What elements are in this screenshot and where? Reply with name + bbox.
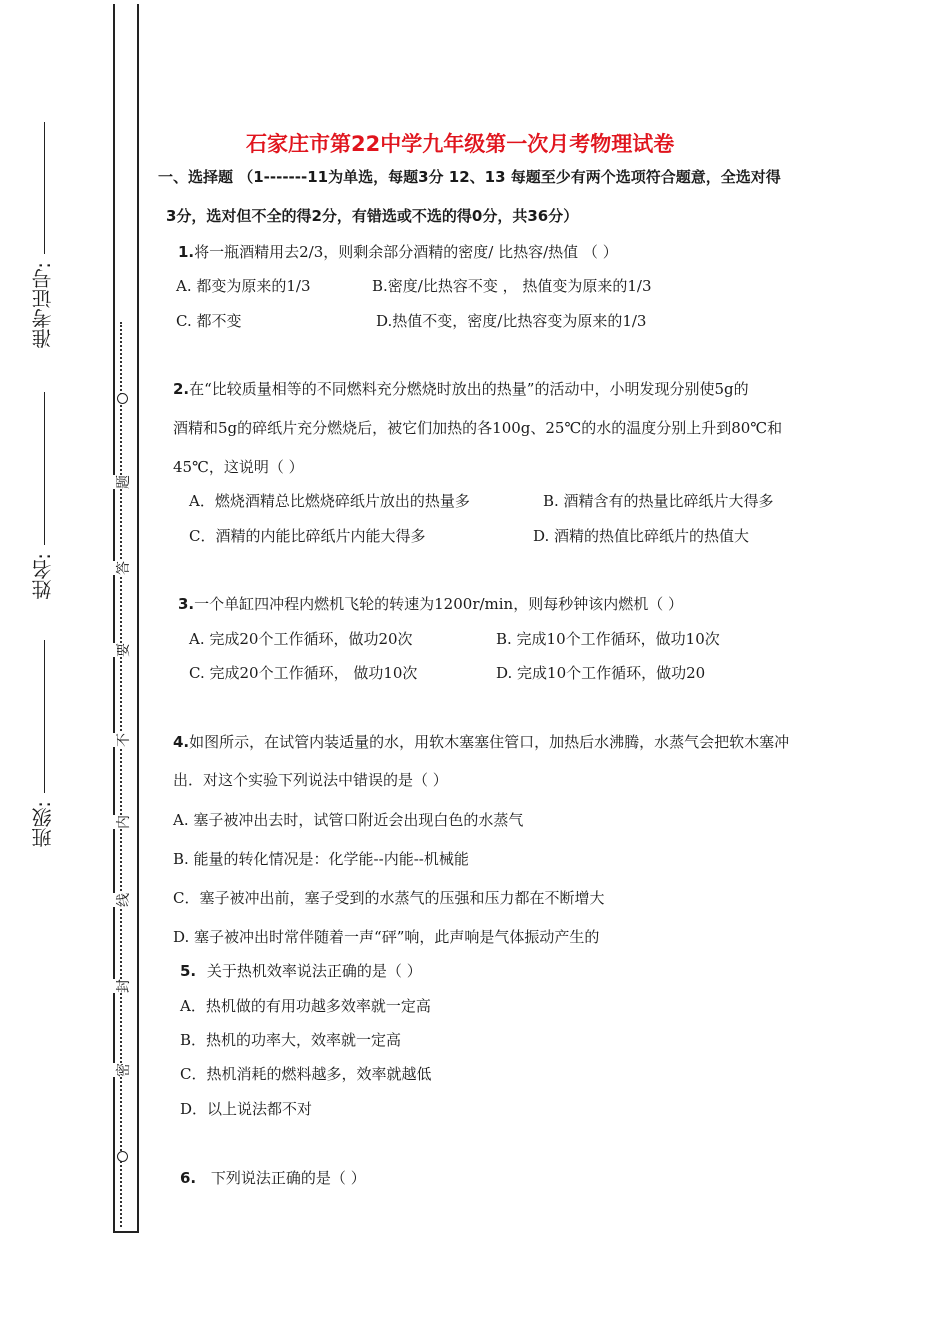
question-stem: 将一瓶酒精用去2/3，则剩余部分酒精的密度/ 比热容/热值 （ ）: [194, 243, 618, 261]
option-d[interactable]: D. 酒精的热值比碎纸片的热值大: [533, 527, 750, 545]
question-stem: 下列说法正确的是（ ）: [210, 1169, 366, 1187]
option-a[interactable]: A. 塞子被冲出去时，试管口附近会出现白色的水蒸气: [173, 811, 524, 829]
seal-char: 不: [113, 733, 133, 747]
seal-dotted-line: [120, 322, 122, 1227]
question-stem: 在“比较质量相等的不同燃料充分燃烧时放出的热量”的活动中，小明发现分别使5g的: [189, 380, 749, 398]
option-d[interactable]: D. 塞子被冲出时常伴随着一声“砰”响，此声响是气体振动产生的: [173, 928, 600, 946]
question-stem-cont: 45℃，这说明（ ）: [173, 458, 304, 476]
option-a[interactable]: A．燃烧酒精总比燃烧碎纸片放出的热量多: [189, 492, 470, 510]
question-stem-cont: 酒精和5g的碎纸片充分燃烧后，被它们加热的各100g、25℃的水的温度分别上升到80℃和: [173, 419, 783, 437]
name-label: 姓名:: [31, 553, 55, 600]
seal-char: 封: [113, 979, 133, 993]
seal-char: 题: [113, 475, 133, 489]
option-d[interactable]: D.热值不变，密度/比热容变为原来的1/3: [376, 312, 647, 330]
option-c[interactable]: C．酒精的内能比碎纸片内能大得多: [189, 527, 426, 545]
seal-circle-top: [117, 393, 128, 404]
question-stem: 关于热机效率说法正确的是（ ）: [206, 962, 422, 980]
question-number: 3.: [178, 595, 195, 613]
option-c[interactable]: C．塞子被冲出前，塞子受到的水蒸气的压强和压力都在不断增大: [173, 889, 605, 907]
seal-char: 线: [113, 893, 133, 907]
option-b[interactable]: B. 完成10个工作循环，做功10次: [496, 630, 720, 648]
option-b[interactable]: B．热机的功率大，效率就一定高: [180, 1031, 402, 1049]
seal-char: 要: [113, 643, 133, 657]
question-stem: 一个单缸四冲程内燃机飞轮的转速为1200r/min，则每秒钟该内燃机（ ）: [194, 595, 683, 613]
option-c[interactable]: C. 完成20个工作循环， 做功10次: [189, 664, 418, 682]
option-a[interactable]: A．热机做的有用功越多效率就一定高: [180, 997, 431, 1015]
question-number: 1.: [178, 243, 195, 261]
page-title: 石家庄市第22中学九年级第一次月考物理试卷: [246, 132, 675, 156]
question-number: 2.: [173, 380, 190, 398]
section-header-line2: 3分，选对但不全的得2分，有错选或不选的得0分，共36分）: [166, 207, 579, 225]
option-c[interactable]: C. 都不变: [176, 312, 242, 330]
seal-char: 内: [113, 815, 133, 829]
option-d[interactable]: D．以上说法都不对: [180, 1100, 313, 1118]
section-header-line1: 一、选择题 （1-------11为单选，每题3分 12、13 每题至少有两个选项符合题意，全选对得: [158, 168, 781, 186]
option-a[interactable]: A. 完成20个工作循环，做功20次: [189, 630, 413, 648]
id-no-label: 准考证号:: [31, 262, 55, 349]
question-number: 5.: [180, 962, 197, 980]
id-no-underline[interactable]: [44, 122, 45, 254]
class-label: 班级:: [31, 801, 55, 848]
option-a[interactable]: A. 都变为原来的1/3: [176, 277, 311, 295]
seal-circle-bottom: [117, 1151, 128, 1162]
option-d[interactable]: D. 完成10个工作循环，做功20: [496, 664, 706, 682]
seal-char: 答: [113, 561, 133, 575]
question-number: 4.: [173, 733, 190, 751]
name-underline[interactable]: [44, 392, 45, 545]
option-b[interactable]: B. 能量的转化情况是：化学能--内能--机械能: [173, 850, 469, 868]
question-stem: 如图所示，在试管内装适量的水，用软木塞塞住管口，加热后水沸腾，水蒸气会把软木塞冲: [189, 733, 790, 751]
seal-char: 密: [113, 1063, 133, 1077]
question-number: 6.: [180, 1169, 197, 1187]
class-underline[interactable]: [44, 640, 45, 793]
binding-frame: [113, 4, 139, 1233]
option-b[interactable]: B. 酒精含有的热量比碎纸片大得多: [543, 492, 774, 510]
option-b[interactable]: B.密度/比热容不变 ， 热值变为原来的1/3: [372, 277, 652, 295]
option-c[interactable]: C．热机消耗的燃料越多，效率就越低: [180, 1065, 432, 1083]
question-stem-cont: 出．对这个实验下列说法中错误的是（ ）: [173, 771, 448, 789]
